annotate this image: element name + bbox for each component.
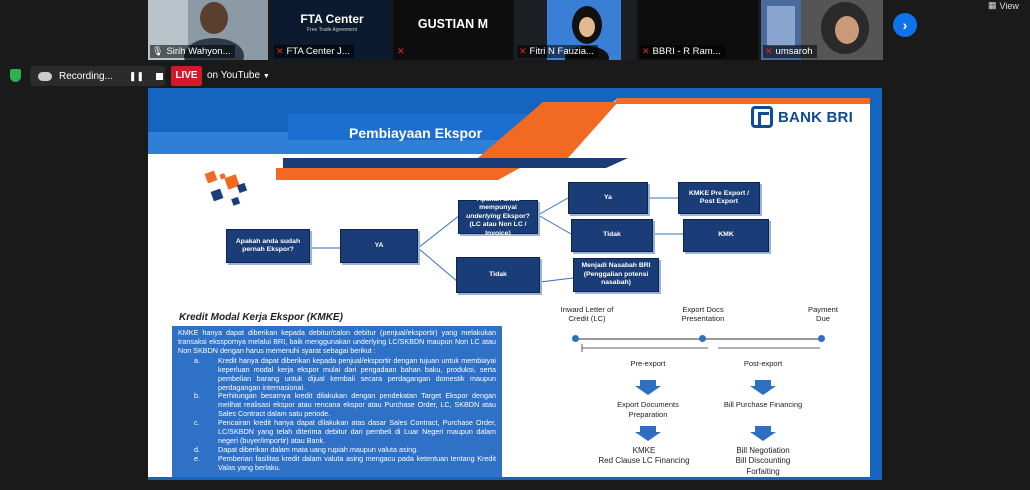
flow-ya2: Ya [568,182,648,214]
flow-q1: Apakah anda sudah pernah Ekspor? [226,229,310,263]
participant-name-1: 🎙 Sirih Wahyon... [150,45,235,58]
participant-tile-2[interactable] [272,0,392,60]
mic-icon: 🎙 [152,46,164,56]
kmke-item: d. Dapat diberikan dalam mata uang rupiah maupun valuta asing. [194,444,419,454]
shared-screen-slide [148,88,882,480]
participant-tile-4[interactable] [515,0,635,60]
timeline-dot [699,335,706,342]
live-badge: LIVE [171,66,202,86]
chevron-right-icon: › [902,17,908,33]
participant-tile-5[interactable] [638,0,758,60]
view-button[interactable]: ▦ View [988,0,1019,11]
stop-recording-button[interactable] [156,73,163,80]
timeline-dot [818,335,825,342]
participant-name-5: ✕ BBRI - R Ram... [640,45,725,58]
timeline-dot [572,335,579,342]
mic-muted-icon: ✕ [765,46,773,56]
mic-muted-icon: ✕ [276,46,284,56]
mic-muted-icon: ✕ [397,46,405,56]
mic-muted-icon: ✕ [519,46,527,56]
flow-tidak1: Tidak [571,219,653,252]
recording-bar [0,66,1030,86]
kmke-heading: Kredit Modal Kerja Ekspor (KMKE) [179,312,343,323]
bill-purchase-financing-label: Bill Purchase Financing [723,400,803,409]
flow-kmk: KMK [683,219,769,252]
kmke-item: c. Pencairan kredit hanya dapat dilakukan atas dasar Sales Contract, Purchase Order, LC/SKBDN yang telah diterima debitur dari pembeli di Luar Negeri maupun dalam negeri (buyer/importir) atau Bank. [194,418,496,446]
kmke-intro: KMKE hanya dapat diberikan kepada debitur/calon debitur (penjual/eksportir) yang melakukan transaksi eksspornya melalui BRI, baik menggunakan underlying LC/SKBDN maupun Non LC atau Non SKBDN dengan harus memenuhi syarat sebagai berikut : [178,328,496,355]
flow-q2: Apakah anda mempunyai underlying Ekspor? (LC atau Non LC / Invoice) [458,200,538,234]
bri-logo-icon [751,106,773,128]
participant-tile-1[interactable] [148,0,268,60]
participant-mute-3 [395,45,409,58]
kmke-item: b. Perhitungan besarnya kredit dilakukan dengan pendekatan Target Ekspor dengan melihat realisasi ekspor atau rencana ekspor atau Purchase Order, LC, SKBDN atau Sales Contract dalam satu periode. [194,391,496,419]
participant-strip [0,0,1030,62]
slide-bottom-accent [148,477,870,480]
live-stream-dropdown[interactable]: on YouTube ▼ [207,70,270,81]
cloud-icon [38,72,52,81]
chevron-down-icon: ▼ [262,73,270,80]
shield-icon[interactable] [10,69,21,82]
participant-display-name-3: GUSTIAN M [417,17,489,31]
timeline-point-docs: Export Docs Presentation [681,305,725,324]
pause-recording-button[interactable]: ❚❚ [128,70,145,81]
post-export-label: Post-export [743,359,783,368]
recording-indicator [30,66,165,86]
participant-name-6: ✕ umsaroh [763,45,817,58]
slide-title: Pembiayaan Ekspor [349,125,483,141]
bri-logo-text: BANK BRI [778,108,853,126]
mic-muted-icon: ✕ [642,46,650,56]
kmke-financing-label: KMKE Red Clause LC Financing [598,446,690,466]
participant-tile-3[interactable] [393,0,513,60]
bank-bri-logo [751,106,853,128]
participant-name-2: ✕ FTA Center J... [274,45,354,58]
participant-name-4: ✕ Fitri N Fauzia... [517,45,598,58]
meeting-toolbar [0,482,1030,490]
bill-negotiation-label: Bill Negotiation Bill Discounting Forfaiting [735,446,791,476]
kmke-item: e. Pemberian fasilitas kredit dalam valuta asing mengacu pada ketentuan tentang Kredit Valas yang berlaku. [194,453,496,472]
pre-export-label: Pre-export [630,359,666,368]
fta-logo-subtitle: Free Trade Agreement [306,27,358,33]
grid-icon: ▦ [988,0,997,10]
flow-ya1: YA [340,229,418,263]
timeline-point-lc: Inward Letter of Credit (LC) [560,305,614,324]
kmke-item: a. Kredit hanya dapat diberikan kepada penjual/eksportir dengan tujuan untuk membiayai keperluan modal kerja ekspor mulai dari pengadaan bahan baku, produksi, serta pembelian barang untuk dijual kembali secara perdagangan domestik maupun perdagangan internasional. [194,355,496,392]
timeline-point-payment: Payment Due [808,305,838,324]
kmke-text-box [172,326,502,480]
fta-logo-title: FTA Center [300,12,364,26]
flow-nasabah: Menjadi Nasabah BRI (Penggalian potensi nasabah) [573,258,659,292]
flow-tidak2: Tidak [456,257,540,293]
recording-label: Recording... [59,70,113,82]
export-docs-prep-label: Export Documents Preparation [617,400,679,419]
next-page-button[interactable] [893,13,917,37]
flow-pre-post-export: KMKE Pre Export / Post Export [678,182,760,214]
participant-tile-6[interactable] [761,0,883,60]
